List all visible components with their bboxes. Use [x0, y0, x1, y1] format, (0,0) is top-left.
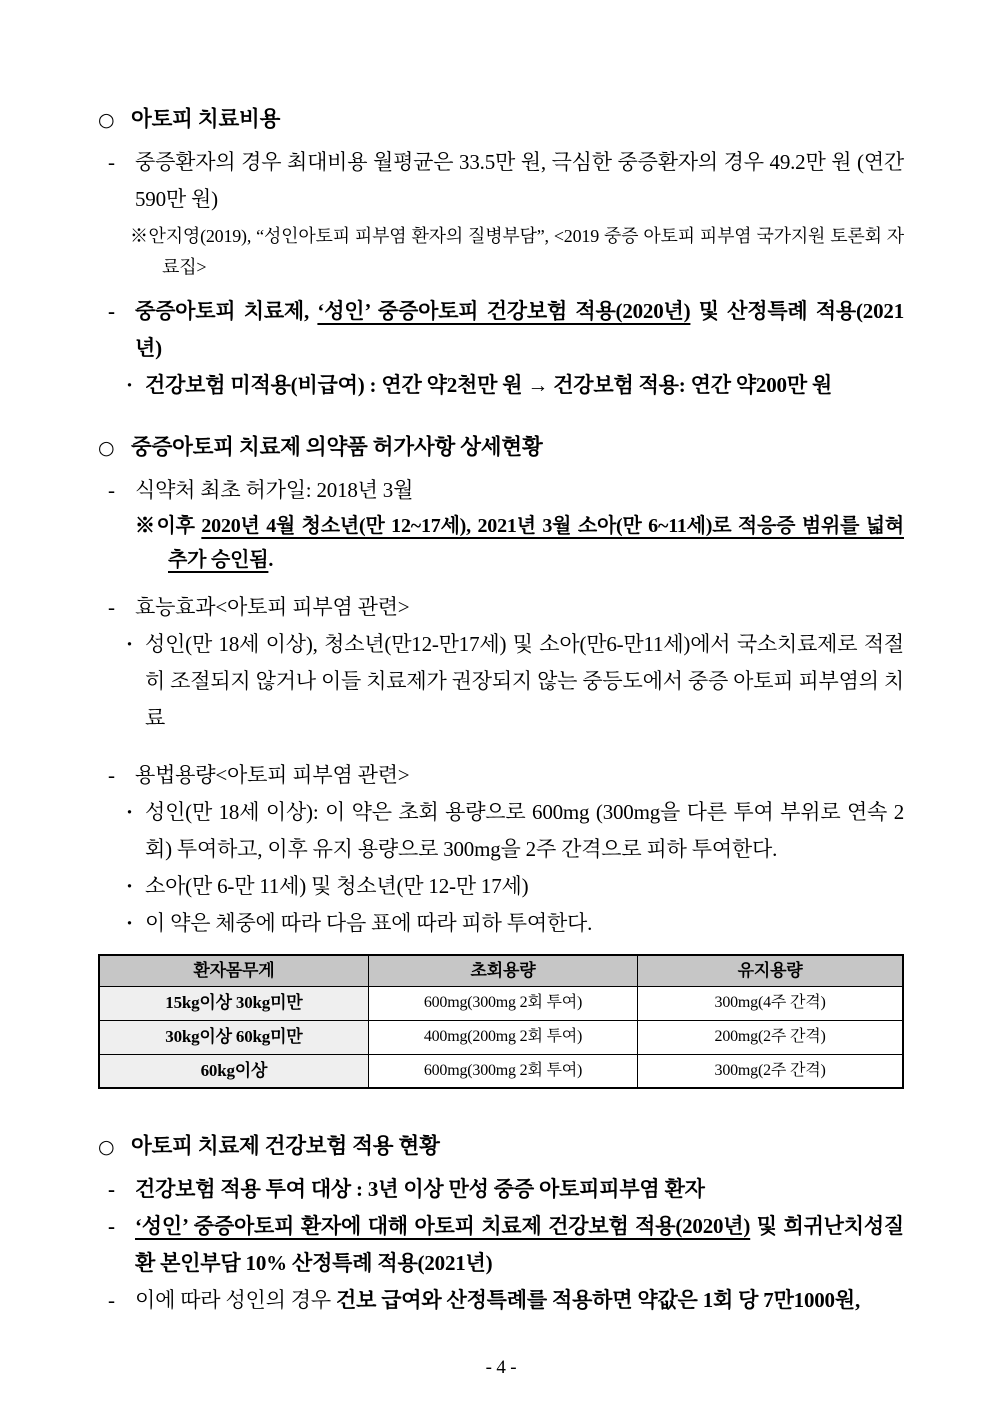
dash-bullet-icon: - — [108, 1288, 115, 1312]
insurance-apply-post: 및 산정특례 적용(2021년) — [135, 299, 905, 360]
dosage-children-text: 소아(만 6-만 11세) 및 청소년(만 12-만 17세) — [145, 874, 529, 898]
reference-mark-icon: ※ — [130, 226, 149, 246]
coverage-result-pre: 이에 따라 성인의 경우 — [135, 1288, 336, 1312]
dot-bullet-icon: · — [126, 874, 133, 898]
section-heading-approval-detail — [98, 432, 904, 462]
dash-bullet-icon: - — [108, 299, 115, 323]
note-pre: 이후 — [156, 515, 202, 537]
dash-bullet-icon: - — [108, 478, 115, 502]
maintenance-dose-cell: 300mg(2주 간격) — [638, 1054, 903, 1088]
reference-mark-icon: ※ — [135, 515, 157, 537]
section-gap — [98, 1089, 904, 1131]
coverage-result-line — [98, 1282, 904, 1319]
dosage-adult-line — [98, 794, 904, 868]
avg-cost-line — [98, 144, 904, 218]
dash-bullet-icon: - — [108, 763, 115, 787]
insurance-apply-line — [98, 293, 904, 367]
coverage-apply-post: 및 희귀난치성질환 본인부담 10% 산정특례 적용(2021년) — [135, 1214, 905, 1275]
dosage-label-line — [98, 757, 904, 794]
coverage-target-line — [98, 1171, 904, 1208]
avg-cost-text: 중증환자의 경우 최대비용 월평균은 33.5만 원, 극심한 중증환자의 경우 49.2만 원 (연간 590만 원) — [135, 150, 904, 211]
dosage-table-intro-text: 이 약은 체중에 따라 다음 표에 따라 피하 투여한다. — [145, 911, 593, 935]
dot-bullet-icon: · — [126, 373, 133, 397]
section-heading-insurance-coverage — [98, 1131, 904, 1161]
dot-bullet-icon: · — [126, 800, 133, 824]
efficacy-detail-line — [98, 626, 904, 737]
table-row — [99, 1020, 903, 1054]
efficacy-label: 효능효과<아토피 피부염 관련> — [135, 595, 410, 619]
dot-bullet-icon: · — [126, 632, 133, 656]
maintenance-dose-cell: 300mg(4주 간격) — [638, 986, 903, 1020]
weight-cell: 30kg이상 60kg미만 — [99, 1020, 368, 1054]
note-post: . — [268, 549, 274, 571]
coverage-target-text: 건강보험 적용 투여 대상 : 3년 이상 만성 중증 아토피피부염 환자 — [135, 1177, 705, 1201]
col-header-maintenance-dose: 유지용량 — [638, 955, 903, 986]
approval-date-text: 식약처 최초 허가일: 2018년 3월 — [135, 478, 414, 502]
col-header-initial-dose: 초회용량 — [368, 955, 637, 986]
weight-cell: 15kg이상 30kg미만 — [99, 986, 368, 1020]
circle-bullet-icon: ○ — [98, 1136, 115, 1158]
efficacy-label-line — [98, 589, 904, 626]
section-title: 아토피 치료비용 — [131, 107, 281, 131]
initial-dose-cell: 600mg(300mg 2회 투여) — [368, 986, 637, 1020]
section-heading-treatment-cost — [98, 104, 904, 134]
table-row — [99, 986, 903, 1020]
dash-bullet-icon: - — [108, 150, 115, 174]
reference-text: 안지영(2019), “성인아토피 피부염 환자의 질병부담”, <2019 중증 아토피 피부염 국가지원 토론회 자료집> — [148, 226, 904, 277]
col-header-weight: 환자몸무게 — [99, 955, 368, 986]
dose-table — [98, 954, 904, 1089]
page-number: - 4 - — [485, 1357, 517, 1378]
dash-bullet-icon: - — [108, 1177, 115, 1201]
insurance-apply-underlined: ‘성인’ 중증아토피 건강보험 적용(2020년) — [317, 299, 691, 323]
dot-bullet-icon: · — [126, 911, 133, 935]
coverage-apply-underlined: ‘성인’ 중증아토피 환자에 대해 아토피 치료제 건강보험 적용(2020년) — [135, 1214, 751, 1238]
dosage-label: 용법용량<아토피 피부염 관련> — [135, 763, 410, 787]
dosage-children-line — [98, 868, 904, 905]
section-gap — [98, 581, 904, 589]
efficacy-detail: 성인(만 18세 이상), 청소년(만12-만17세) 및 소아(만6-만11세)에서 국소치료제로 적절히 조절되지 않거나 이들 치료제가 권장되지 않는 중등도에서 중증 아토피 피부염의 치료 — [145, 632, 904, 730]
reference-note — [98, 221, 904, 283]
dash-bullet-icon: - — [108, 1214, 115, 1238]
coverage-result-bold: 건보 급여와 산정특례를 적용하면 약값은 1회 당 7만1000원, — [335, 1288, 860, 1312]
dosage-adult-text: 성인(만 18세 이상): 이 약은 초회 용량으로 600mg (300mg을 다른 투여 부위로 연속 2회) 투여하고, 이후 유지 용량으로 300mg을 2주 간격으로 피하 투여한다. — [145, 800, 904, 861]
initial-dose-cell: 400mg(200mg 2회 투여) — [368, 1020, 637, 1054]
maintenance-dose-cell: 200mg(2주 간격) — [638, 1020, 903, 1054]
dash-bullet-icon: - — [108, 595, 115, 619]
section-title: 아토피 치료제 건강보험 적용 현황 — [131, 1134, 440, 1158]
section-gap — [98, 404, 904, 432]
circle-bullet-icon: ○ — [98, 437, 115, 459]
note-underlined: 2020년 4월 청소년(만 12~17세), 2021년 3월 소아(만 6~11세)로 적응증 범위를 넓혀 추가 승인됨 — [168, 515, 904, 571]
insurance-apply-pre: 중증아토피 치료제, — [135, 299, 318, 323]
circle-bullet-icon: ○ — [98, 109, 115, 131]
table-row — [99, 1054, 903, 1088]
weight-cell: 60kg이상 — [99, 1054, 368, 1088]
dose-table-header-row — [99, 955, 903, 986]
comparison-line — [98, 367, 904, 404]
approval-date-line — [98, 472, 904, 509]
section-gap — [98, 737, 904, 757]
coverage-apply-line — [98, 1208, 904, 1282]
initial-dose-cell: 600mg(300mg 2회 투여) — [368, 1054, 637, 1088]
dosage-table-intro-line — [98, 905, 904, 942]
comparison-text: 건강보험 미적용(비급여) : 연간 약2천만 원 → 건강보험 적용: 연간 약200만 원 — [145, 373, 833, 397]
section-title: 중증아토피 치료제 의약품 허가사항 상세현황 — [131, 435, 543, 459]
indication-expansion-note — [98, 509, 904, 577]
